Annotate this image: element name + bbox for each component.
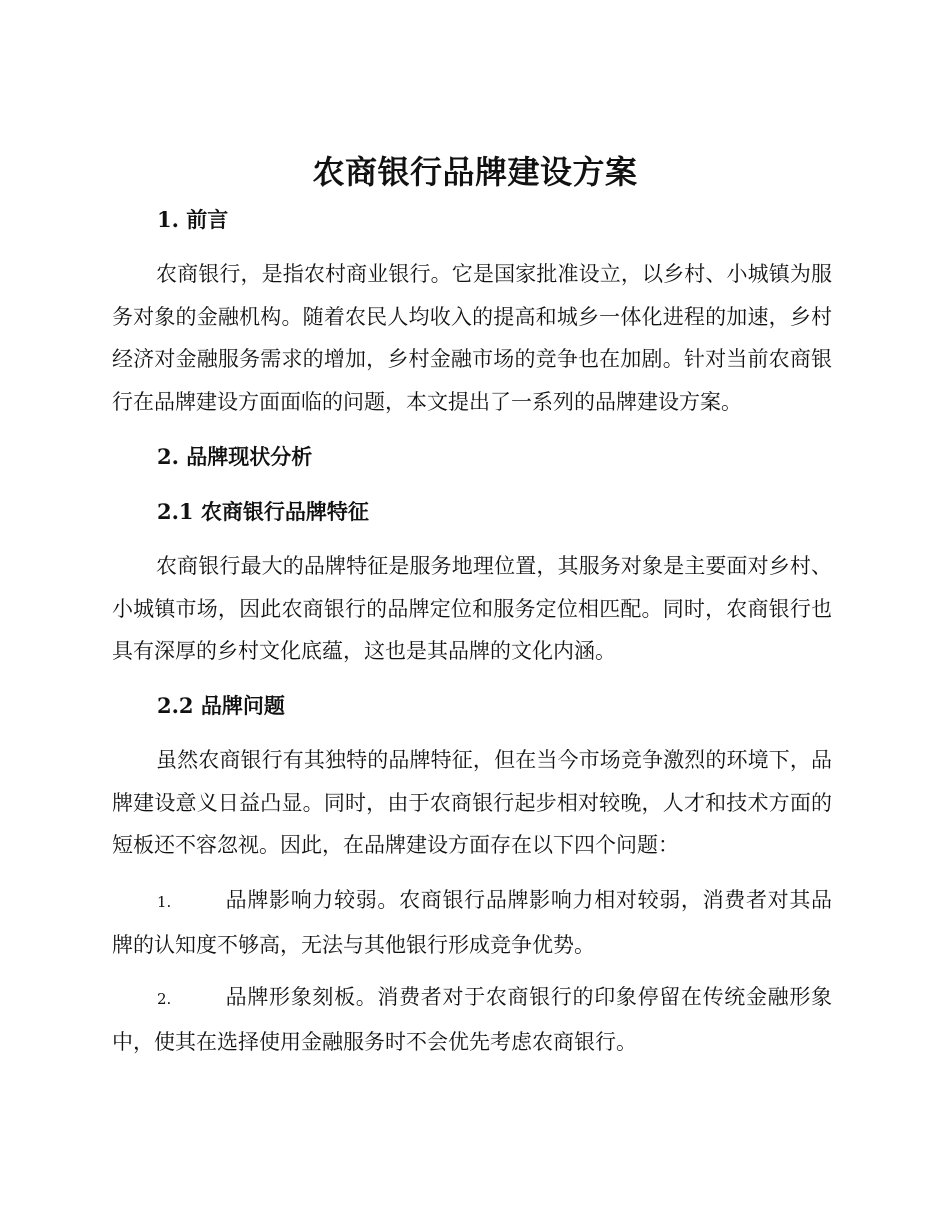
subsection-heading-features: 2.1 农商银行品牌特征 bbox=[157, 499, 369, 524]
list-item-text: 品牌形象刻板。消费者对于农商银行的印象停留在传统金融形象中，使其在选择使用金融服务时不会优先考虑农商银行。 bbox=[112, 985, 832, 1054]
list-item-text: 品牌影响力较弱。农商银行品牌影响力相对较弱，消费者对其品牌的认知度不够高，无法与其他银行形成竞争优势。 bbox=[112, 888, 832, 957]
list-item-number: 1. bbox=[157, 893, 172, 911]
features-paragraph: 农商银行最大的品牌特征是服务地理位置，其服务对象是主要面对乡村、小城镇市场，因此农商银行的品牌定位和服务定位相匹配。同时，农商银行也具有深厚的乡村文化底蕴，这也是其品牌的文化内涵。 bbox=[112, 554, 832, 663]
document-title: 农商银行品牌建设方案 bbox=[312, 153, 638, 191]
section-heading-analysis: 2. 品牌现状分析 bbox=[157, 444, 313, 469]
preface-paragraph: 农商银行，是指农村商业银行。它是国家批准设立，以乡村、小城镇为服务对象的金融机构。随着农民人均收入的提高和城乡一体化进程的加速，乡村经济对金融服务需求的增加，乡村金融市场的竞争也在加剧。针对当前农商银行在品牌建设方面面临的问题，本文提出了一系列的品牌建设方案。 bbox=[112, 262, 832, 414]
list-item bbox=[112, 976, 832, 1063]
subsection-heading-problems: 2.2 品牌问题 bbox=[157, 693, 285, 718]
problems-paragraph: 虽然农商银行有其独特的品牌特征，但在当今市场竞争激烈的环境下，品牌建设意义日益凸显。同时，由于农商银行起步相对较晚，人才和技术方面的短板还不容忽视。因此，在品牌建设方面存在以下四个问题： bbox=[112, 748, 832, 857]
section-heading-preface: 1. 前言 bbox=[157, 207, 229, 232]
list-item-number: 2. bbox=[157, 990, 172, 1008]
list-item bbox=[112, 879, 832, 966]
